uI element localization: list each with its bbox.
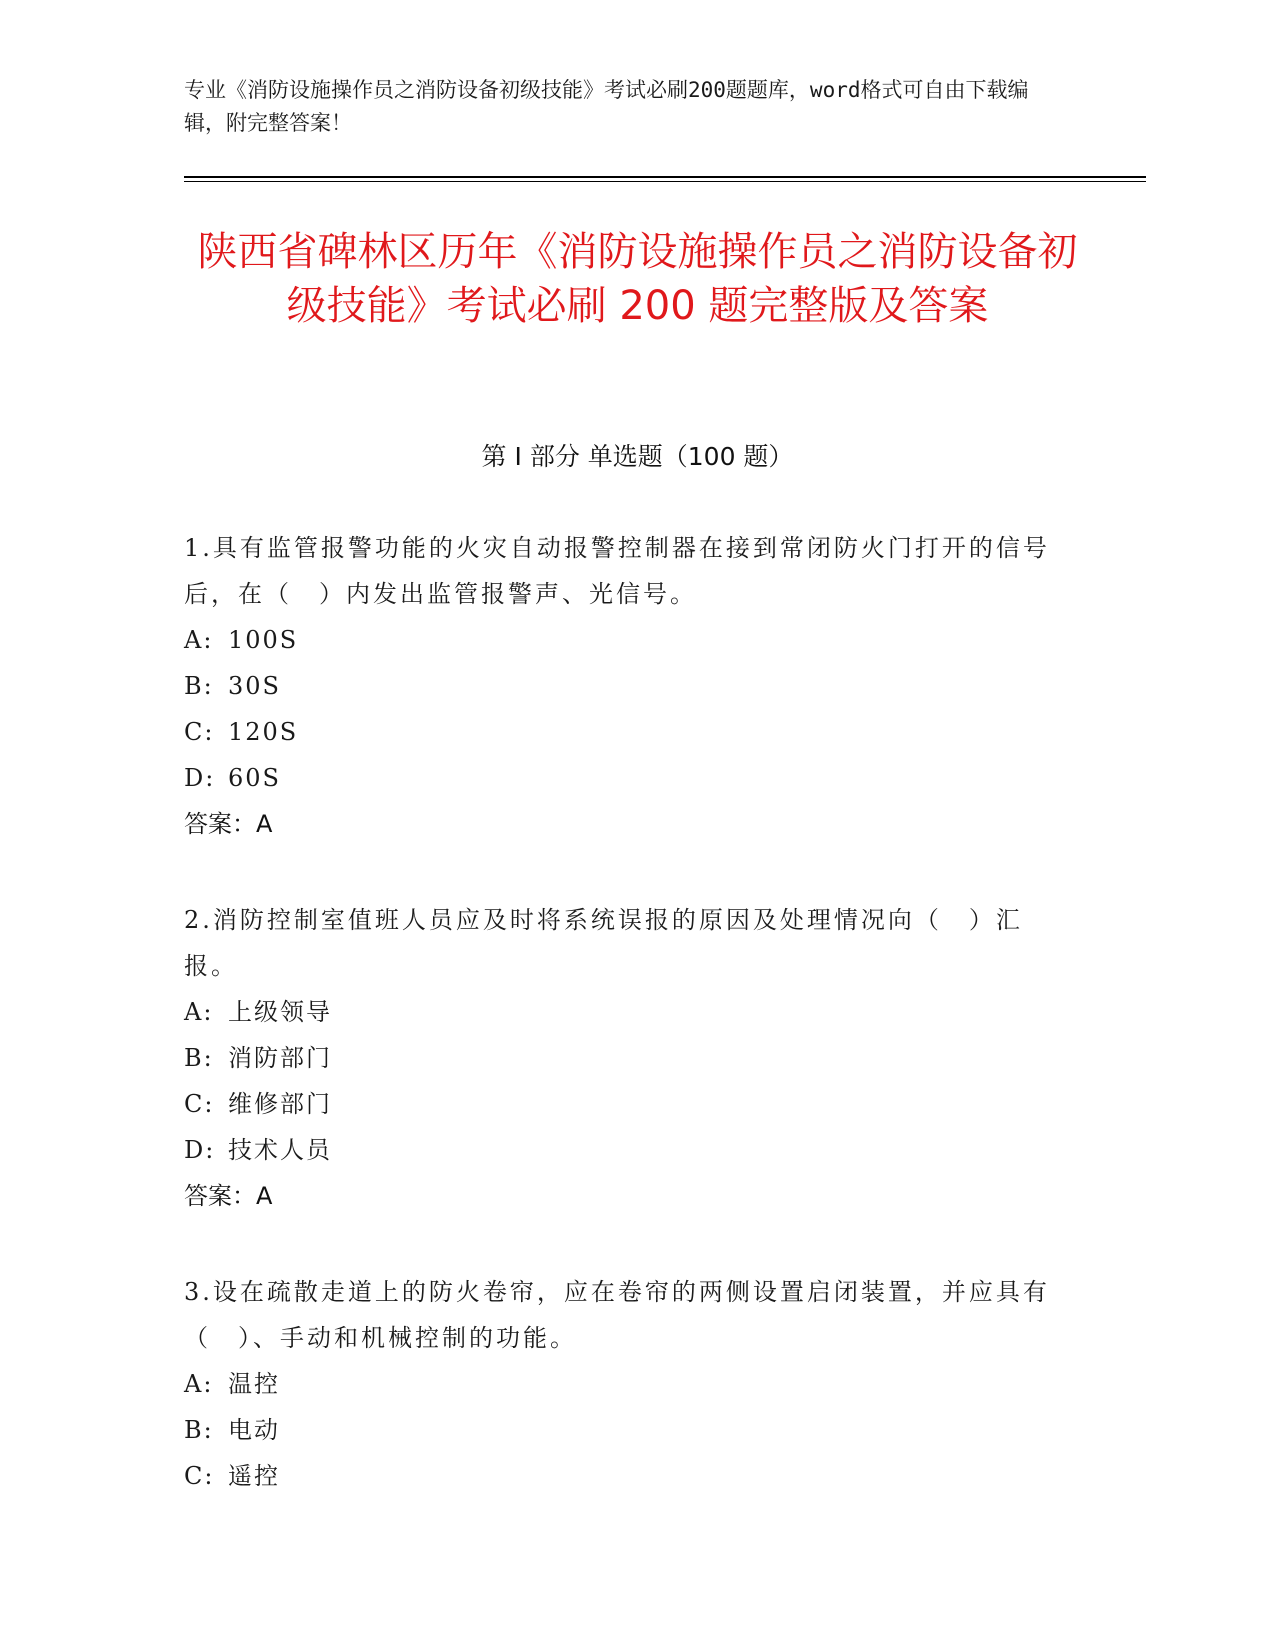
question-stem: 3.设在疏散走道上的防火卷帘，应在卷帘的两侧设置启闭装置，并应具有（ ）、手动和机械控制的功能。 [184, 1278, 1050, 1352]
header-note: 专业《消防设施操作员之消防设备初级技能》考试必刷200题题库，word格式可自由下载编辑，附完整答案！ [184, 78, 1029, 135]
option-key: A: [184, 1370, 214, 1398]
document-title: 陕西省碑林区历年《消防设施操作员之消防设备初级技能》考试必刷 200 题完整版及答案 [197, 229, 1078, 329]
question-option [184, 1361, 1064, 1407]
option-key: D: [184, 764, 216, 792]
header-divider-thick [184, 176, 1146, 178]
option-key: C: [184, 1462, 215, 1490]
question-item [184, 525, 1064, 847]
option-key: A: [184, 998, 214, 1026]
option-text: 温控 [228, 1370, 280, 1398]
section-title: 第 I 部分 单选题（100 题） [481, 442, 794, 471]
question-item [184, 897, 1064, 1219]
option-text: 电动 [228, 1416, 280, 1444]
question-answer: 答案：A [184, 1182, 273, 1210]
option-text: 120S [228, 718, 299, 746]
option-key: D: [184, 1136, 216, 1164]
option-text: 遥控 [228, 1462, 280, 1490]
question-option [184, 663, 1064, 709]
question-option [184, 989, 1064, 1035]
option-key: A: [184, 626, 214, 654]
option-text: 60S [228, 764, 281, 792]
option-text: 维修部门 [228, 1090, 332, 1118]
option-text: 技术人员 [228, 1136, 332, 1164]
question-option [184, 1453, 1064, 1499]
option-text: 30S [228, 672, 281, 700]
question-stem: 2.消防控制室值班人员应及时将系统误报的原因及处理情况向（ ）汇报。 [184, 906, 1023, 980]
option-key: C: [184, 718, 215, 746]
question-option [184, 1127, 1064, 1173]
option-key: B: [184, 672, 214, 700]
question-option [184, 1407, 1064, 1453]
question-option [184, 755, 1064, 801]
question-option [184, 1035, 1064, 1081]
question-answer: 答案：A [184, 810, 273, 838]
option-text: 上级领导 [228, 998, 332, 1026]
question-option [184, 617, 1064, 663]
header-divider-thin [184, 181, 1146, 182]
option-key: B: [184, 1044, 214, 1072]
option-key: B: [184, 1416, 214, 1444]
question-option [184, 1081, 1064, 1127]
question-stem: 1.具有监管报警功能的火灾自动报警控制器在接到常闭防火门打开的信号后，在（ ）内发出监管报警声、光信号。 [184, 534, 1050, 608]
question-list [184, 525, 1064, 1549]
question-option [184, 709, 1064, 755]
option-text: 消防部门 [228, 1044, 332, 1072]
option-key: C: [184, 1090, 215, 1118]
option-text: 100S [228, 626, 299, 654]
question-item [184, 1269, 1064, 1499]
